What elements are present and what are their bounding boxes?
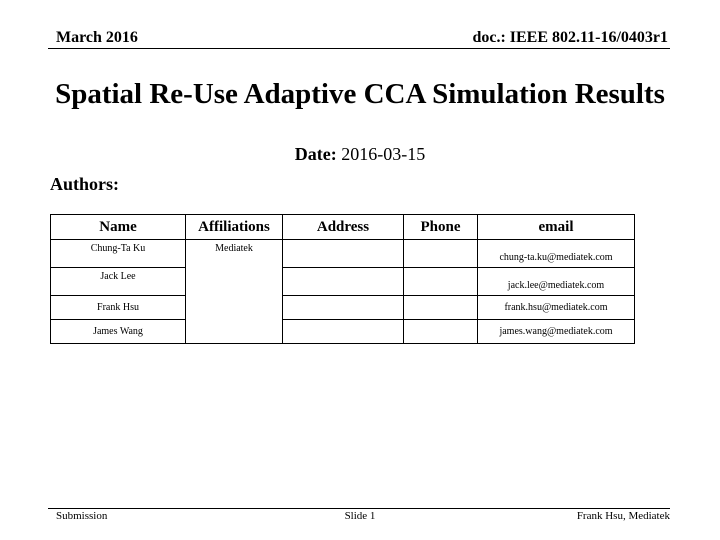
table-row bbox=[51, 268, 635, 296]
header-doc-id: doc.: IEEE 802.11-16/0403r1 bbox=[472, 29, 668, 46]
author-name: Frank Hsu bbox=[51, 296, 186, 320]
author-email: frank.hsu@mediatek.com bbox=[478, 296, 635, 320]
authors-table bbox=[50, 214, 635, 344]
author-address bbox=[283, 268, 404, 296]
author-affiliation: Mediatek bbox=[186, 240, 283, 344]
column-header-name: Name bbox=[51, 215, 186, 240]
author-name: Jack Lee bbox=[51, 268, 186, 296]
footer-slide-number: Slide 1 bbox=[344, 510, 376, 522]
author-address bbox=[283, 240, 404, 268]
author-phone bbox=[404, 268, 478, 296]
author-phone bbox=[404, 296, 478, 320]
column-header-phone: Phone bbox=[404, 215, 478, 240]
authors-heading: Authors: bbox=[50, 174, 120, 194]
table-header-row bbox=[51, 215, 635, 240]
footer-divider bbox=[48, 508, 670, 509]
header-divider bbox=[48, 48, 670, 49]
date-label: Date: bbox=[294, 144, 337, 164]
header-date: March 2016 bbox=[56, 29, 138, 46]
author-email: chung-ta.ku@mediatek.com bbox=[478, 240, 635, 268]
author-name: Chung-Ta Ku bbox=[51, 240, 186, 268]
footer-author: Frank Hsu, Mediatek bbox=[576, 510, 670, 522]
author-phone bbox=[404, 320, 478, 344]
author-address bbox=[283, 320, 404, 344]
author-address bbox=[283, 296, 404, 320]
slide-title: Spatial Re-Use Adaptive CCA Simulation Results bbox=[55, 78, 665, 110]
column-header-email: email bbox=[478, 215, 635, 240]
table-row bbox=[51, 320, 635, 344]
date-line bbox=[0, 144, 720, 165]
date-value: 2016-03-15 bbox=[341, 144, 426, 164]
author-name: James Wang bbox=[51, 320, 186, 344]
author-email: james.wang@mediatek.com bbox=[478, 320, 635, 344]
column-header-affiliations: Affiliations bbox=[186, 215, 283, 240]
author-phone bbox=[404, 240, 478, 268]
table-row bbox=[51, 296, 635, 320]
table-row bbox=[51, 240, 635, 268]
footer-submission: Submission bbox=[56, 510, 108, 522]
author-email: jack.lee@mediatek.com bbox=[478, 268, 635, 296]
column-header-address: Address bbox=[283, 215, 404, 240]
